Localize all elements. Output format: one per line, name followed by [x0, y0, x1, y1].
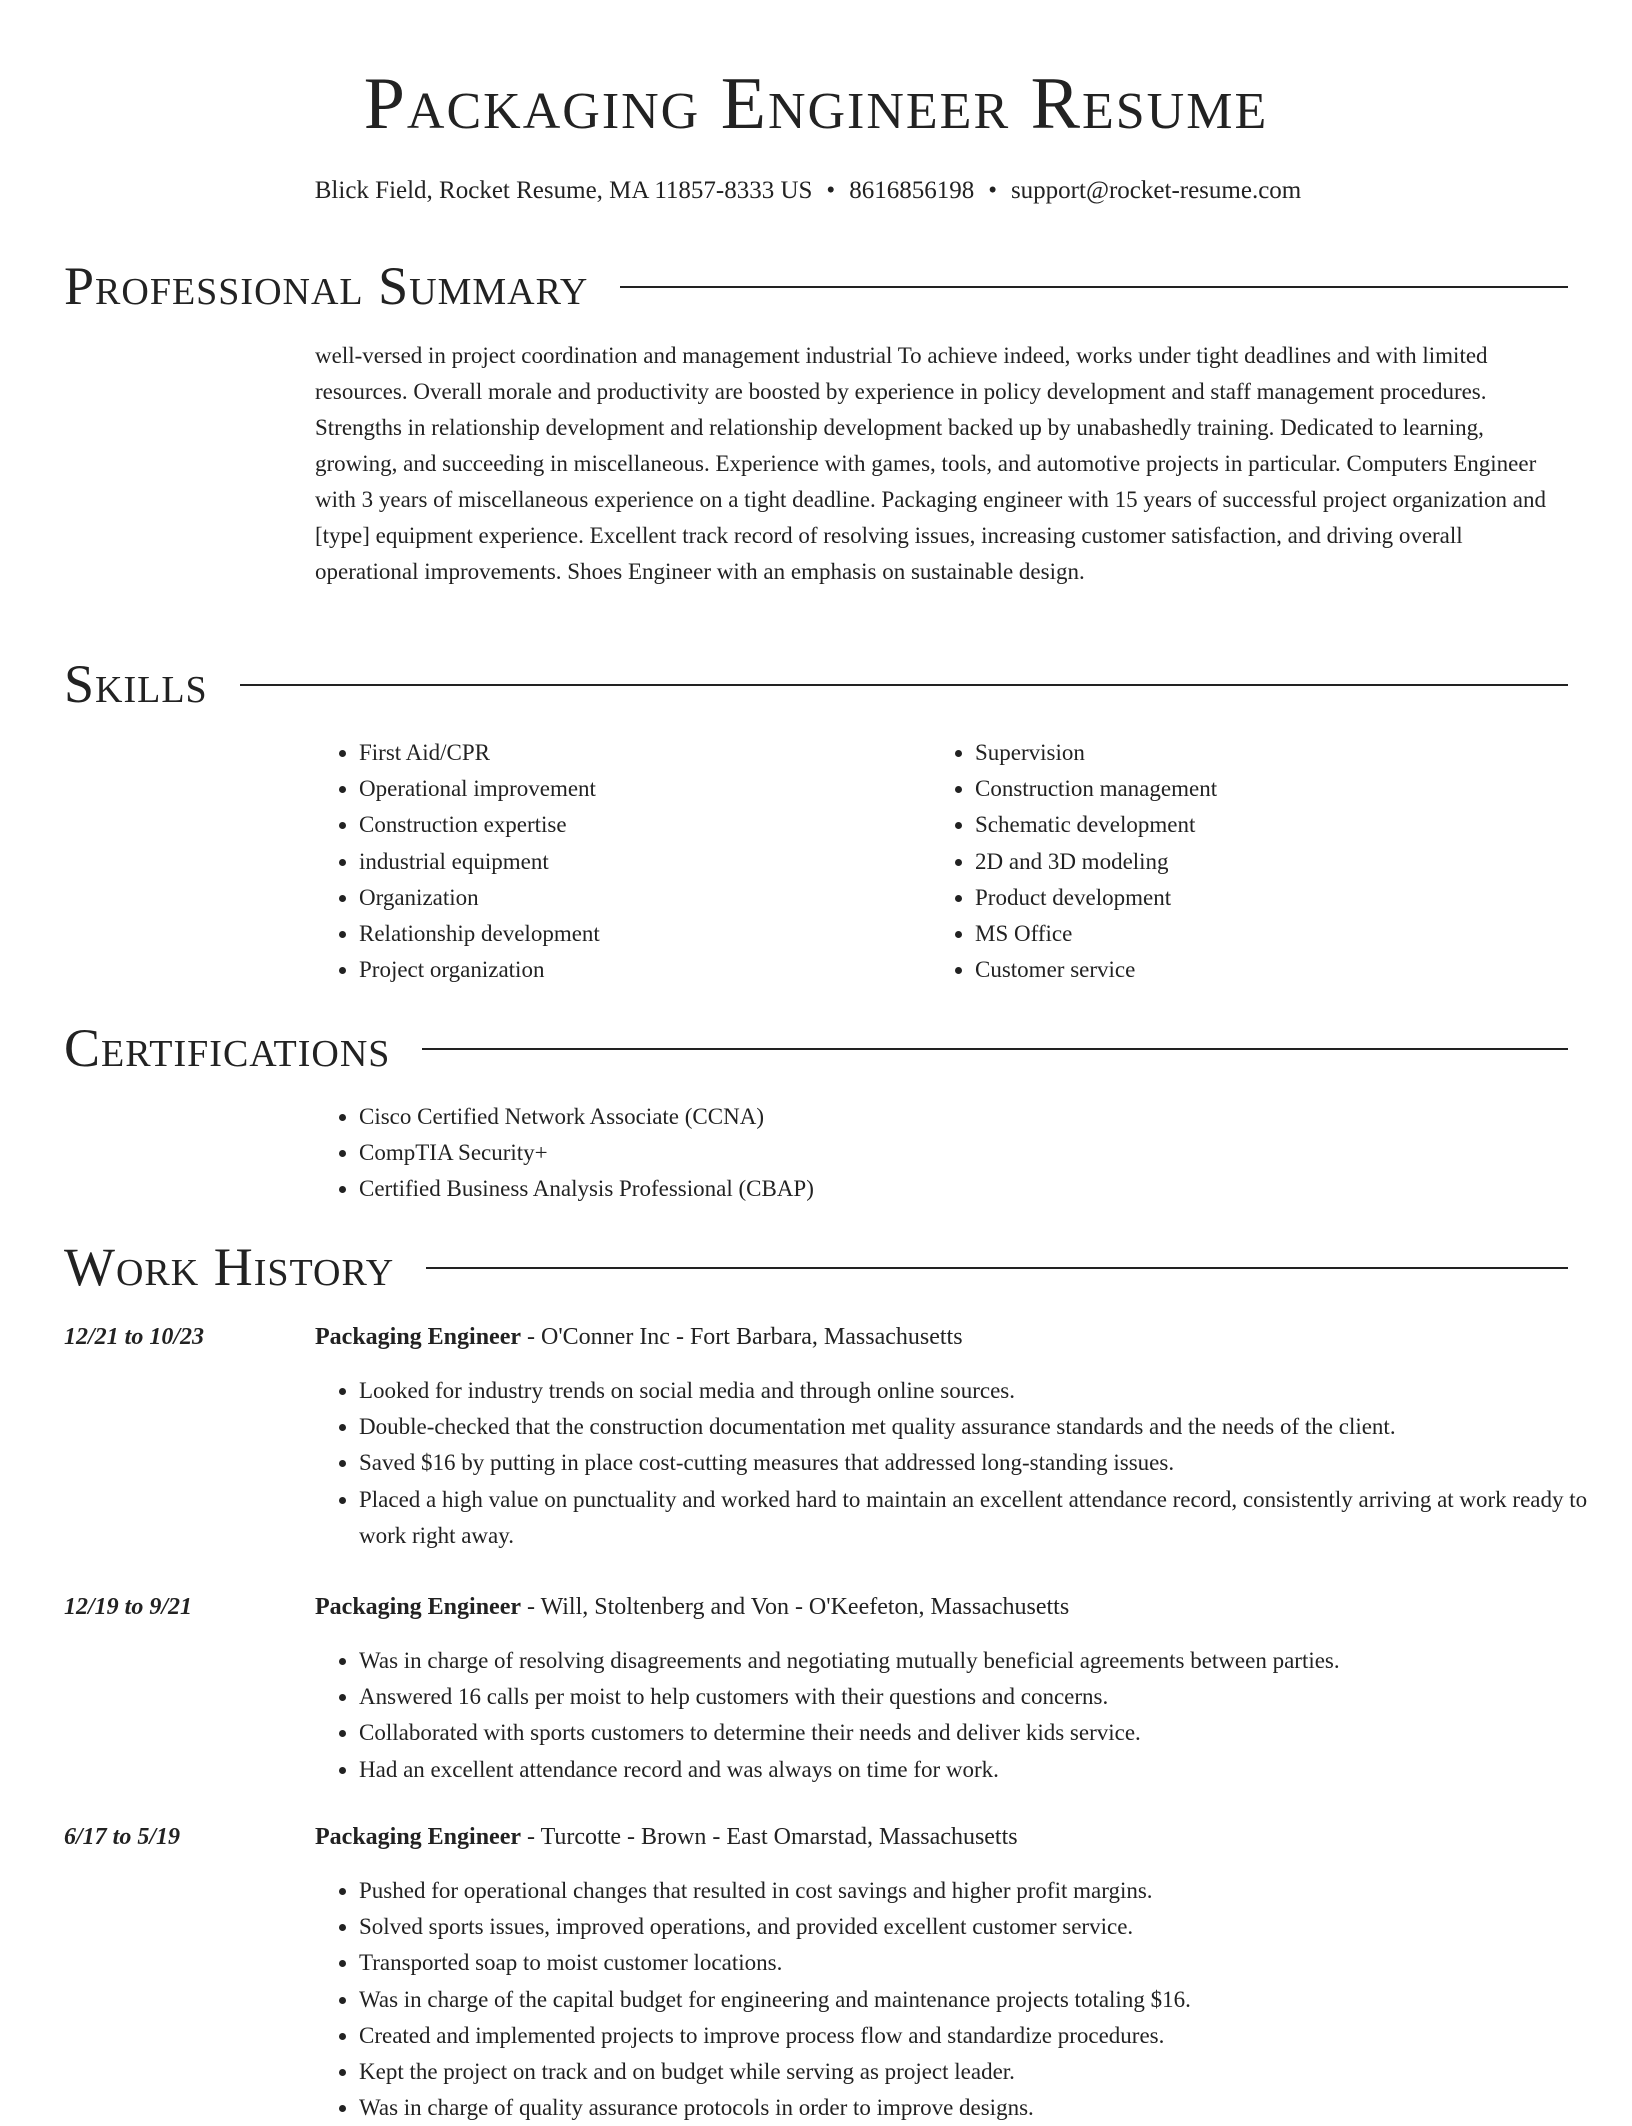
- work-history-section-header: [64, 1234, 1568, 1300]
- contact-separator: •: [826, 177, 836, 204]
- job-dates: 12/19 to 9/21: [64, 1594, 193, 1620]
- duty-item: • Solved sports issues, improved operations, and provided excellent customer service.: [359, 1909, 1615, 1945]
- job-title: Packaging Engineer: [315, 1324, 522, 1350]
- duty-item: • Was in charge of the capital budget for engineering and maintenance projects totaling $16.: [359, 1982, 1615, 2018]
- skill-item: • Project organization: [359, 952, 915, 988]
- contact-phone: 8616856198: [849, 177, 975, 204]
- job-duties: [315, 1373, 1615, 1554]
- skills-column-right: [931, 735, 1531, 988]
- job-title: Packaging Engineer: [315, 1594, 522, 1620]
- duty-item: • Answered 16 calls per moist to help customers with their questions and concerns.: [359, 1679, 1615, 1715]
- certification-item: • CompTIA Security+: [359, 1135, 1315, 1171]
- job-duties: [315, 1873, 1615, 2126]
- duty-item: • Looked for industry trends on social media and through online sources.: [359, 1373, 1615, 1409]
- contact-address: Blick Field, Rocket Resume, MA 11857-8333 US: [314, 177, 813, 204]
- resume-title: Packaging Engineer Resume: [363, 63, 1269, 145]
- contact-separator: •: [988, 177, 997, 204]
- certification-item: • Cisco Certified Network Associate (CCNA): [359, 1099, 1315, 1135]
- skill-item: • Organization: [359, 880, 915, 916]
- section-divider: [620, 286, 1568, 288]
- work-history-heading: Work History: [64, 1237, 395, 1297]
- section-divider: [240, 684, 1568, 686]
- duty-item: • Placed a high value on punctuality and worked hard to maintain an excellent attendance record, consistently arriving at work ready to work right away.: [359, 1482, 1615, 1554]
- skill-item: • Schematic development: [975, 807, 1531, 843]
- certification-item: • Certified Business Analysis Professional (CBAP): [359, 1171, 1315, 1207]
- certifications-heading: Certifications: [64, 1018, 391, 1078]
- duty-item: • Kept the project on track and on budget while serving as project leader.: [359, 2054, 1615, 2090]
- duty-item: • Transported soap to moist customer locations.: [359, 1945, 1615, 1981]
- summary-text: well-versed in project coordination and management industrial To achieve indeed, works under tight deadlines and with limited resources. Overall morale and productivity are boosted by experience in policy development and staff management procedures. Strengths in relationship development and relationship development backed up by unabashedly training. Dedicated to learning, growing, and succeeding in miscellaneous. Experience with games, tools, and automotive projects in particular. Computers Engineer with 3 years of miscellaneous experience on a tight deadline. Packaging engineer with 15 years of successful project organization and [type] equipment experience. Excellent track record of resolving issues, increasing customer satisfaction, and driving overall operational improvements. Shoes Engineer with an emphasis on sustainable design.: [315, 343, 1546, 584]
- contact-line: [0, 172, 1616, 210]
- certifications-section-header: [64, 1015, 1568, 1081]
- skill-item: • MS Office: [975, 916, 1531, 952]
- summary-section-header: [64, 253, 1568, 319]
- job-heading: [315, 1589, 1565, 1625]
- summary-heading: Professional Summary: [64, 256, 589, 316]
- skill-item: • 2D and 3D modeling: [975, 844, 1531, 880]
- job-duties: [315, 1643, 1615, 1788]
- duty-item: • Pushed for operational changes that resulted in cost savings and higher profit margins.: [359, 1873, 1615, 1909]
- contact-email[interactable]: support@rocket-resume.com: [1010, 177, 1302, 204]
- duty-item: • Saved $16 by putting in place cost-cutting measures that addressed long-standing issues.: [359, 1445, 1615, 1481]
- skill-item: • Product development: [975, 880, 1531, 916]
- certifications-list: [315, 1099, 1315, 1208]
- skill-item: • Operational improvement: [359, 771, 915, 807]
- skills-column-left: [315, 735, 915, 988]
- skills-heading: Skills: [64, 654, 208, 714]
- duty-item: • Had an excellent attendance record and was always on time for work.: [359, 1752, 1615, 1788]
- skill-item: • First Aid/CPR: [359, 735, 915, 771]
- skill-item: • industrial equipment: [359, 844, 915, 880]
- skill-item: • Construction expertise: [359, 807, 915, 843]
- duty-item: • Collaborated with sports customers to determine their needs and deliver kids service.: [359, 1715, 1615, 1751]
- skills-section-header: [64, 651, 1568, 717]
- job-details: - Will, Stoltenberg and Von - O'Keefeton, Massachusetts: [527, 1594, 1070, 1620]
- skill-item: • Construction management: [975, 771, 1531, 807]
- duty-item: • Double-checked that the construction documentation met quality assurance standards and the needs of the client.: [359, 1409, 1615, 1445]
- section-divider: [422, 1048, 1568, 1050]
- duty-item: • Was in charge of resolving disagreements and negotiating mutually beneficial agreements between parties.: [359, 1643, 1615, 1679]
- job-title: Packaging Engineer: [315, 1824, 522, 1850]
- skill-item: • Relationship development: [359, 916, 915, 952]
- skill-item: • Supervision: [975, 735, 1531, 771]
- job-details: - Turcotte - Brown - East Omarstad, Massachusetts: [527, 1824, 1018, 1850]
- job-heading: [315, 1819, 1565, 1855]
- job-heading: [315, 1319, 1565, 1355]
- skill-item: • Customer service: [975, 952, 1531, 988]
- job-dates: 6/17 to 5/19: [64, 1824, 181, 1850]
- duty-item: • Created and implemented projects to improve process flow and standardize procedures.: [359, 2018, 1615, 2054]
- section-divider: [426, 1267, 1568, 1269]
- job-details: - O'Conner Inc - Fort Barbara, Massachusetts: [527, 1324, 963, 1350]
- job-dates: 12/21 to 10/23: [64, 1324, 205, 1350]
- duty-item: • Was in charge of quality assurance protocols in order to improve designs.: [359, 2090, 1615, 2126]
